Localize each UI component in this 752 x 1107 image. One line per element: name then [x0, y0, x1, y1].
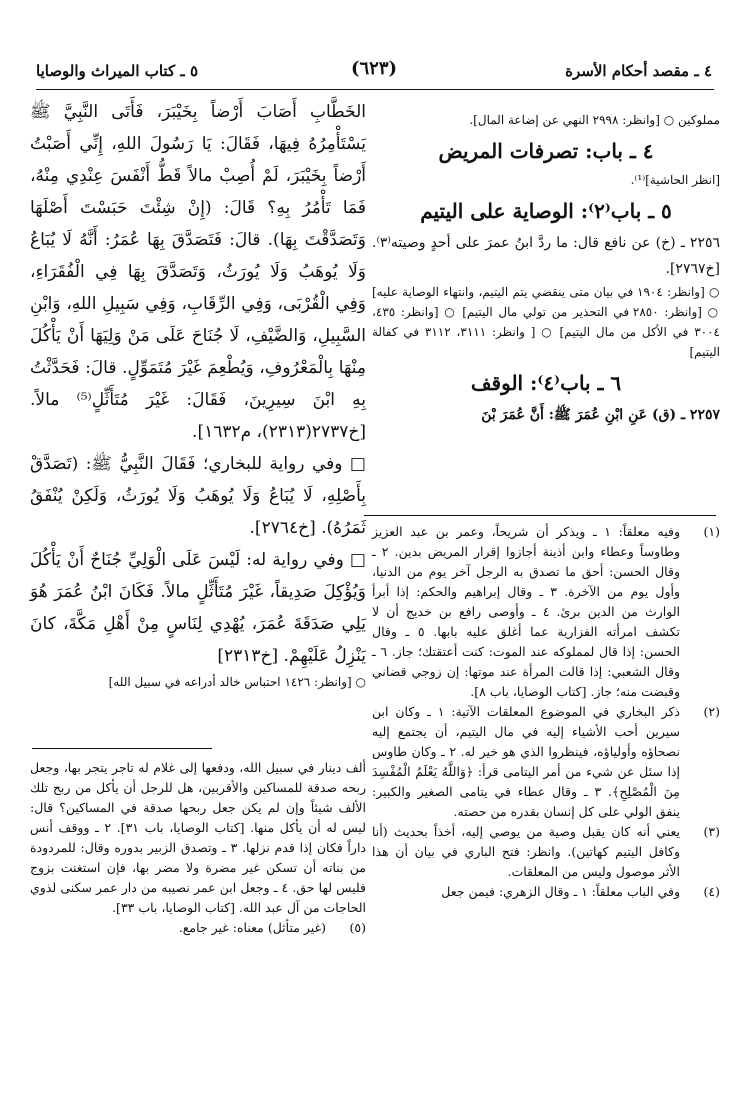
chapter-title-4: ٤ ـ باب: تصرفات المريض — [438, 139, 654, 163]
page-number: (٦٢٣) — [350, 58, 398, 79]
footnote-3: (٣) يعني أنه كان يقبل وصية من يوصي إليه، أخذاً بحديث (أنا وكافل اليتيم كهاتين). وانظر: فتح الباري في بيان أن هذا الأثر موصول وليس من المعلقات. — [372, 824, 720, 879]
footnote-2: (٢) ذكر البخاري في الموضوع المعلقات الآتية: ١ ـ وكان ابن سيرين أحب الأشياء إليه في مال اليتيم، أن يجتمع إليه نصحاؤه وأولياؤه، فينظروا الذي هو خير له. ٢ ـ وكان طاوس إذا سئل عن شيء من أمر اليتامى قرأ: ﴿وَاللَّهُ يَعْلَمُ الْمُفْسِدَ مِنَ الْمُصْلِحِ﴾. ٣ ـ وقال عطاء في يتامى الصغير والكبير: ينفق الولي على كل إنسان بقدره من حصته. — [372, 704, 720, 819]
continued-text: مملوكين ○ [وانظر: ٢٩٩٨ النهي عن إضاعة المال]. — [469, 113, 720, 127]
left-column — [30, 96, 366, 692]
footnote-1: (١) وفيه معلقاً: ١ ـ ويذكر أن شريحاً، وعمر بن عبد العزيز وطاوساً وعطاء وابن أذينة أجازوا إقرار المريض بدين. ٢ ـ وقال الحسن: أحق ما تصدق به الرجل آخر يوم من الدنيا، وأول يوم من الآخرة. ٣ ـ وقال إبراهيم والحكم: إذا أبرأ الوارث من الدين برئ. ٤ ـ وأوصى رافع بن خديج أن لا تكشف امرأته الفزارية عما أغلق عليه بابها. ٥ ـ وقال الحسن: إذا قال لمملوكه عند الموت: كنت أعتقتك؛ جاز. ٦ ـ وقال الشعبي: إذا قالت المرأة عند موتها: إن زوجي قضاني وقبضت منه؛ جاز. [كتاب الوصايا، باب ٨]. — [372, 524, 720, 699]
header-rule — [36, 89, 714, 90]
chapter-title-5: ٥ ـ باب⁽٢⁾: الوصاية على اليتيم — [420, 199, 672, 223]
header-section-title: ٤ ـ مقصد أحكام الأسرة — [565, 62, 712, 80]
left-footnotes — [30, 758, 366, 938]
bukhari-narration-2: □ وفي رواية له: لَيْسَ عَلَى الْوَلِيِّ جُنَاحٌ أَنْ يَأْكُلَ وَيُؤْكِلَ صَدِيقاً، غَيْرَ مُتَأَثِّلٍ مالاً. فَكَانَ ابْنُ عُمَرَ هُوَ يَلِي صَدَقَةَ عُمَرَ، يُهْدِي لِنَاسٍ مِنْ أَهْلِ مَكَّةَ، كانَ يَنْزِلُ عَلَيْهِمْ. [خ٢٣١٣] — [30, 550, 366, 666]
hadith-2256: ٢٢٥٦ ـ (خ) عن نافع قال: ما ردَّ ابنُ عمرَ على أحدٍ وصيته⁽٣⁾. [خ٢٧٦٧]. — [372, 235, 720, 277]
footnote-5: (٥) (غير متأثل) معناه: غير جامع. — [178, 920, 366, 935]
header-book-title: ٥ ـ كتاب الميراث والوصايا — [36, 62, 198, 80]
footnote-4-continued: ألف دينار في سبيل الله، ودفعها إلى غلام له تاجر يتجر بها، وجعل ربحه صدقة للمساكين والأقربين، هل للرجل أن يأكل من ربح تلك الألف شيئاً وإن لم يكن جعل ربحها صدقة في المساكين؟ قال: ليس له أن يأكل منها. [كتاب الوصايا، باب ٣١]. ٢ ـ ووقف أنس داراً فكان إذا قدم نزلها. ٣ ـ وتصدق الزبير بدوره وقال: للمردودة من بناته أن تسكن غير مضرة ولا مضر بها، فإن استغنت بزوج فليس لها حق. ٤ ـ وجعل ابن عمر نصيبه من دار عمر سكنى لذوي الحاجات من آل عبد الله. [كتاب الوصايا، باب ٣٣]. — [30, 760, 366, 915]
right-footnotes — [372, 522, 720, 902]
footnote-divider-right — [364, 515, 716, 516]
see-also-1426: ○ [وانظر: ١٤٢٦ احتباس خالد أدراعه في سبيل الله] — [108, 675, 366, 689]
chapter-title-6: ٦ ـ باب⁽٤⁾: الوقف — [470, 371, 622, 395]
page-header — [36, 58, 712, 88]
right-column — [372, 110, 720, 428]
see-also-references: ○ [وانظر: ١٩٠٤ في بيان متى ينقضي يتم اليتيم، وانتهاء الوصاية عليه] ○ [وانظر: ٢٨٥٠ في التحذير من تولي مال اليتيم] ○ [وانظر: ٤٣٥، ٣٠٠٤ في الأكل من مال اليتيم] ○ [ وانظر: ٣١١١، ٣١١٢ في كفالة اليتيم] — [372, 285, 720, 359]
hadith-2257-start: ٢٢٥٧ ـ (ق) عَنِ ابْنِ عُمَرَ ﷺ: أَنَّ عُمَرَ بْنَ — [481, 407, 720, 423]
chapter-note-4: [انظر الحاشية]⁽¹⁾. — [630, 173, 720, 187]
bukhari-narration-1: □ وفي رواية للبخاري؛ فَقَالَ النَّبِيُّ ﷺ: (تَصَدَّقْ بِأَصْلِهِ، لَا يُبَاعُ وَلَا يُوهَبُ وَلَا يُورَثُ، وَلَكِنْ يُنْفَقُ ثَمَرُهُ). [خ٢٧٦٤]. — [30, 454, 366, 538]
footnote-4: (٤) وفي الباب معلقاً: ١ ـ وقال الزهري: فيمن جعل — [441, 884, 720, 899]
footnote-divider-left — [32, 748, 212, 749]
hadith-2257-body: الخَطَّابِ أَصَابَ أَرْضاً بِخَيْبَرَ، فَأَتَى النَّبِيَّ ﷺ يَسْتَأْمِرُهُ فِيهَا، فَقَالَ: يَا رَسُولَ اللهِ، إِنِّي أَصَبْتُ أَرْضاً بِخَيْبَرَ، لَمْ أُصِبْ مالاً قَطُّ أَنْفَسَ عِنْدِي مِنْهُ، فَمَا تَأْمُرُ بِهِ؟ قَالَ: (إِنْ شِئْتَ حَبَسْتَ أَصْلَهَا وَتَصَدَّقْتَ بِهَا). قالَ: فَتَصَدَّقَ بِهَا عُمَرُ: أَنَّهُ لَا يُبَاعُ وَلَا يُوهَبُ وَلَا يُورَثُ، وَتَصَدَّقَ بِهَا فِي الْفُقَرَاءِ، وَفِي الْقُرْبَى، وَفِي الرِّقَابِ، وَفِي سَبِيلِ اللهِ، وَابْنِ السَّبِيلِ، وَالضَّيْفِ، لَا جُنَاحَ عَلَى مَنْ وَلِيَهَا أَنْ يَأْكُلَ مِنْهَا بِالْمَعْرُوفِ، وَيُطْعِمَ غَيْرَ مُتَمَوِّلٍ. قالَ: فَحَدَّثْتُ بِهِ ابْنَ سِيرِينَ، فَقَالَ: غَيْرَ مُتَأَثِّلٍ⁽⁵⁾ مالاً. [خ٢٧٣٧(٢٣١٣)، م١٦٣٢]. — [30, 102, 366, 442]
